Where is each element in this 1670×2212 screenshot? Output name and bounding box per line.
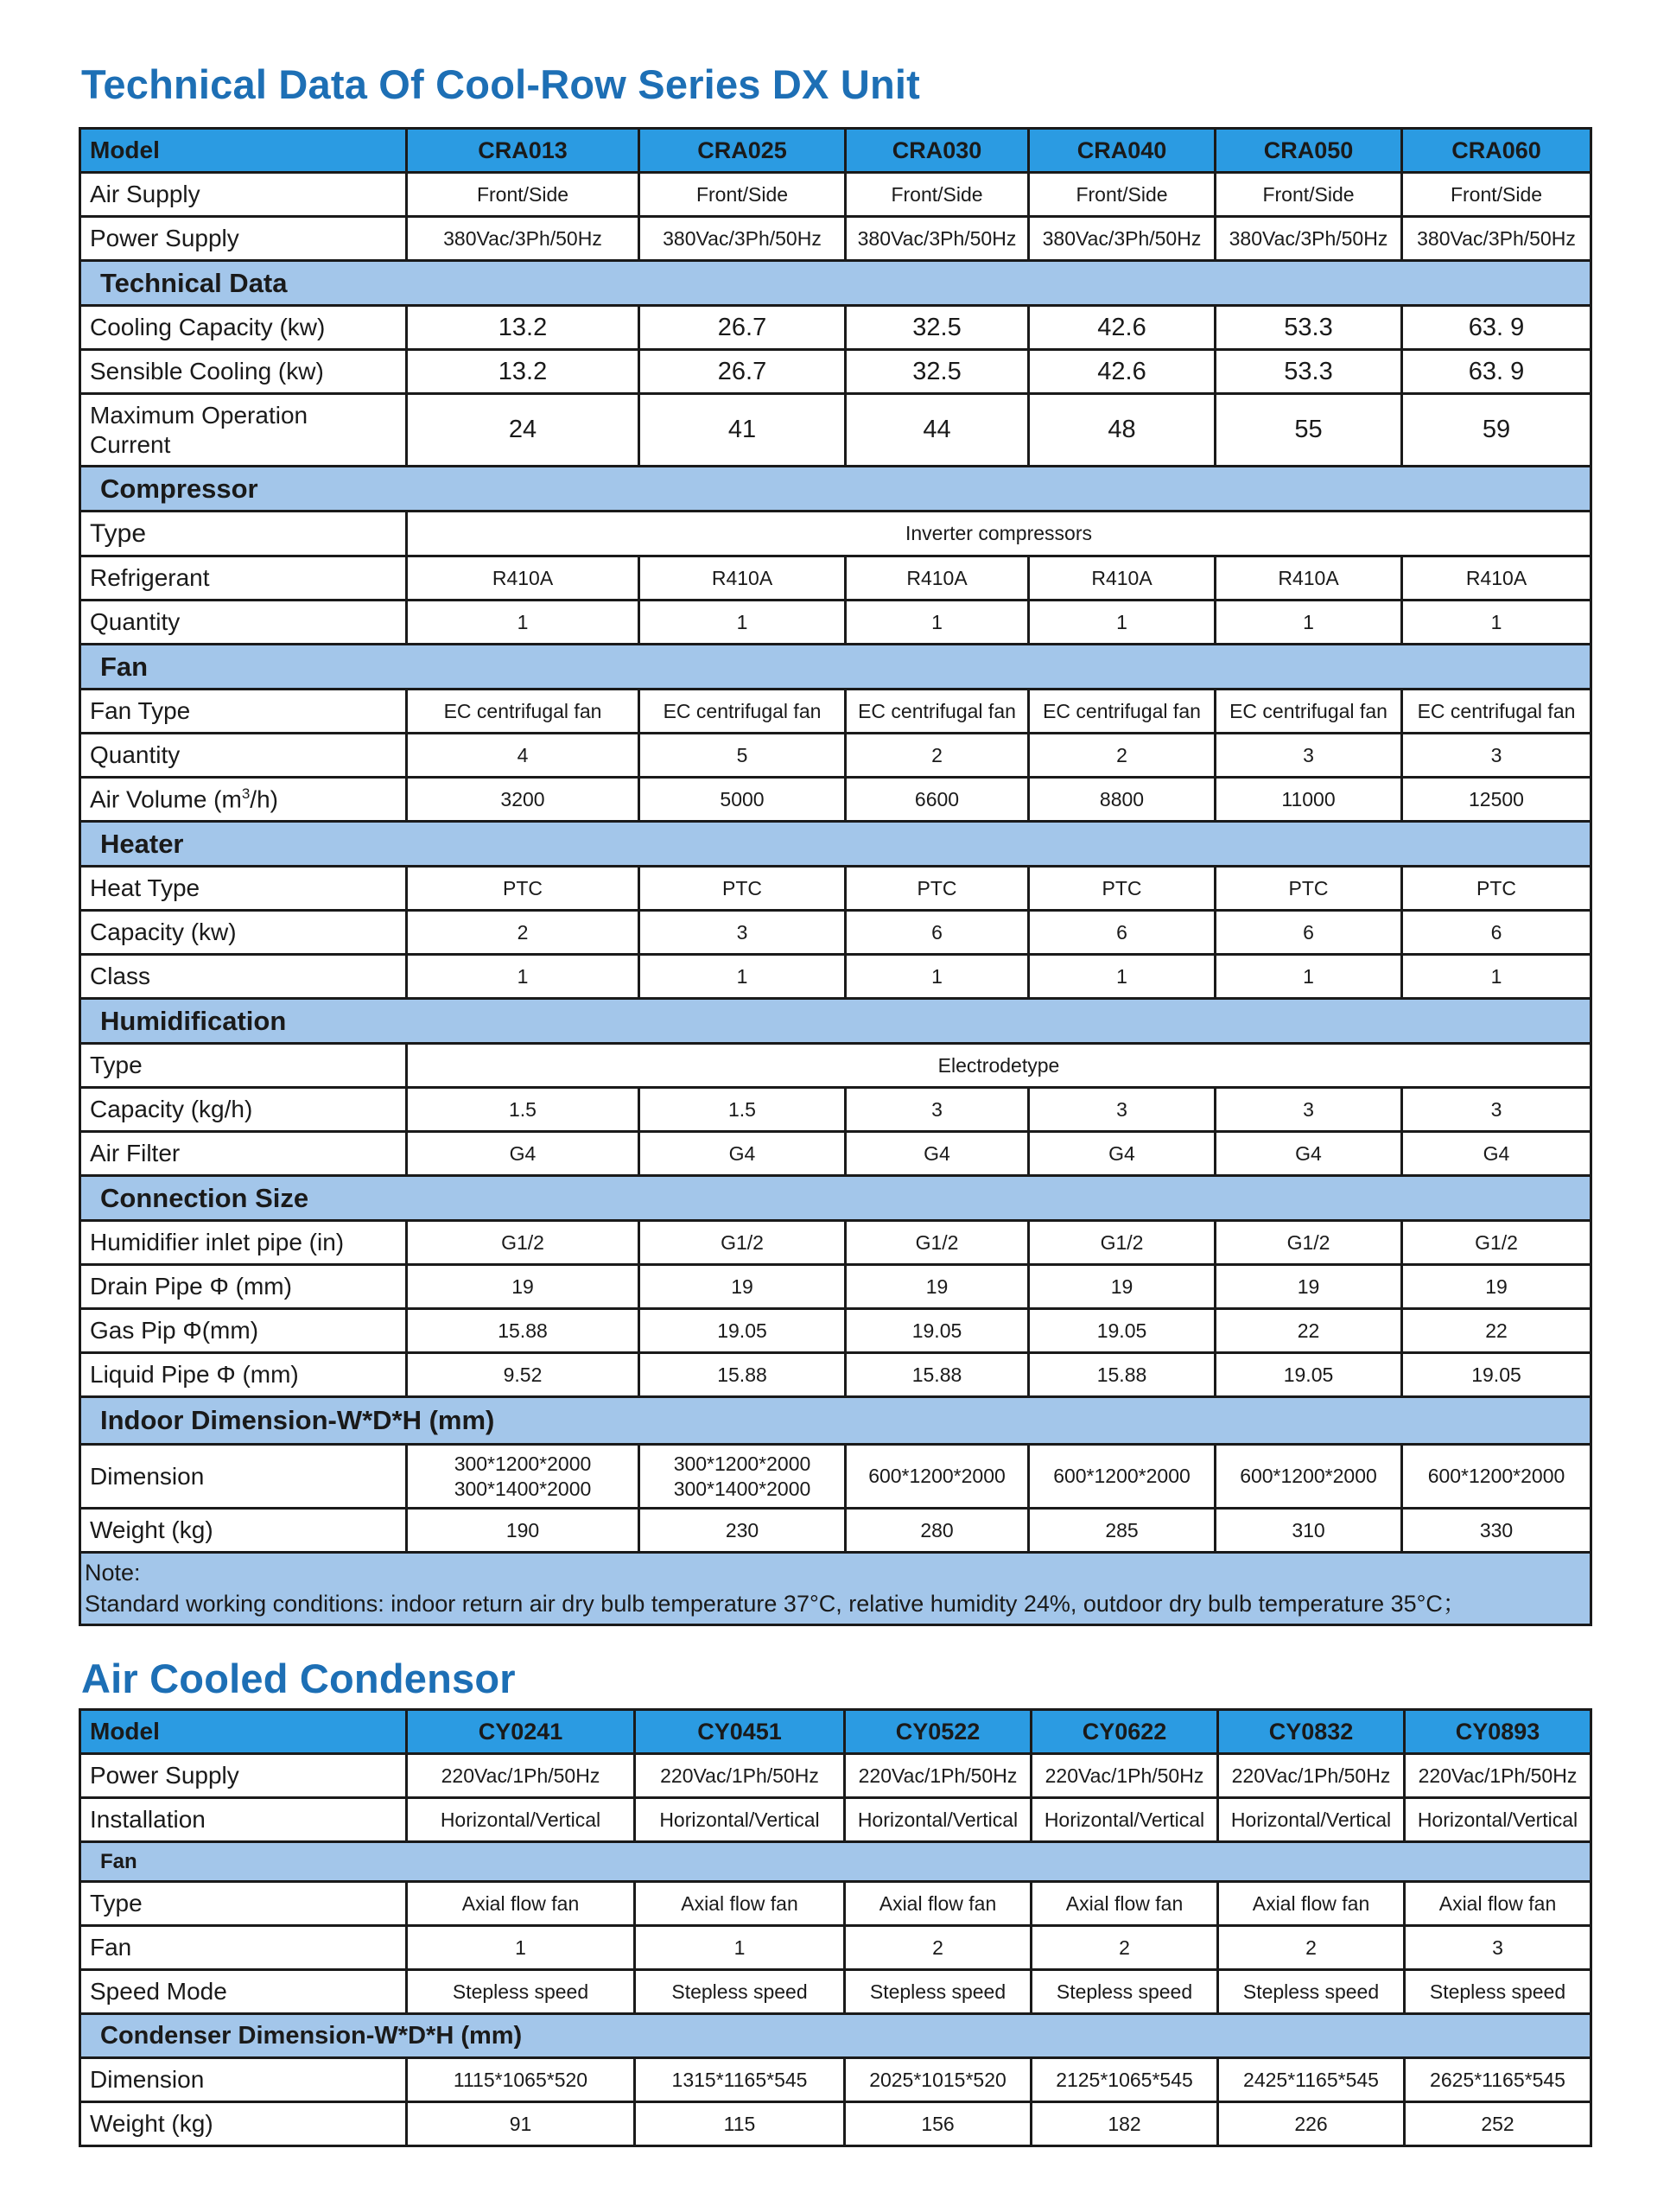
table-cell: 11000 [1216, 778, 1402, 822]
table-cell: 182 [1032, 2102, 1218, 2146]
table-cell: Front/Side [1216, 173, 1402, 217]
table-cell: 91 [407, 2102, 635, 2146]
table-row [80, 911, 1591, 955]
table-cell: 5000 [639, 778, 846, 822]
dimension-line: 300*1400*2000 [454, 1477, 592, 1500]
table-cell: G1/2 [1402, 1221, 1591, 1265]
model-cell: CY0522 [845, 1710, 1032, 1754]
table-cell: G4 [846, 1132, 1029, 1176]
note-label: Note: [85, 1560, 141, 1586]
table-cell: Front/Side [639, 173, 846, 217]
table-cell: 19 [1029, 1265, 1216, 1309]
row-label: Type [80, 512, 407, 556]
table-cell: 2125*1065*545 [1032, 2058, 1218, 2102]
row-label: Air Filter [80, 1132, 407, 1176]
table-cell: 1 [1029, 601, 1216, 645]
table-cell: R410A [1029, 556, 1216, 601]
table-cell: 15.88 [1029, 1353, 1216, 1397]
dimension-line: 300*1200*2000 [454, 1452, 592, 1475]
table-cell: 280 [846, 1509, 1029, 1553]
table-cell: 6 [846, 911, 1029, 955]
table-cell: Horizontal/Vertical [407, 1798, 635, 1842]
table-cell: Axial flow fan [1032, 1882, 1218, 1926]
table-cell: 2 [1218, 1926, 1405, 1970]
model-cell: CRA040 [1029, 129, 1216, 173]
table-cell: 115 [635, 2102, 845, 2146]
table-cell: 3 [1402, 1088, 1591, 1132]
note [80, 1553, 1591, 1625]
table-row [80, 601, 1591, 645]
table-row [80, 1044, 1591, 1088]
table-cell: 1 [1216, 955, 1402, 999]
table-cell: 380Vac/3Ph/50Hz [1402, 217, 1591, 261]
table-cell: 19.05 [846, 1309, 1029, 1353]
table-row [80, 1132, 1591, 1176]
row-label: Air Supply [80, 173, 407, 217]
table-row [80, 1445, 1591, 1509]
row-label-line: Current [90, 430, 171, 458]
row-label: Sensible Cooling (kw) [80, 350, 407, 394]
section-header-row [80, 1176, 1591, 1221]
table-row [80, 955, 1591, 999]
table-cell: 600*1200*2000 [846, 1445, 1029, 1509]
table-row [80, 1221, 1591, 1265]
table-cell: PTC [639, 867, 846, 911]
table-cell: Front/Side [1402, 173, 1591, 217]
table-cell: 19.05 [1029, 1309, 1216, 1353]
table-cell: 15.88 [639, 1353, 846, 1397]
note-text: Standard working conditions: indoor return air dry bulb temperature 37°C, relative humidity 24%, outdoor dry bulb temperature 35°C； [85, 1590, 1466, 1617]
table-cell: 13.2 [407, 306, 639, 350]
model-label: Model [80, 1710, 407, 1754]
model-cell: CRA030 [846, 129, 1029, 173]
table-cell: 600*1200*2000 [1402, 1445, 1591, 1509]
model-cell: CRA050 [1216, 129, 1402, 173]
row-label: Gas Pip Φ(mm) [80, 1309, 407, 1353]
table-cell: Stepless speed [407, 1970, 635, 2014]
table-cell: 42.6 [1029, 350, 1216, 394]
section-header: Technical Data [80, 261, 1591, 306]
table-row [80, 394, 1591, 467]
row-label: Power Supply [80, 217, 407, 261]
table-cell: 48 [1029, 394, 1216, 467]
table-cell: 24 [407, 394, 639, 467]
row-label: Weight (kg) [80, 2102, 407, 2146]
table-cell: 8800 [1029, 778, 1216, 822]
table-cell: 380Vac/3Ph/50Hz [407, 217, 639, 261]
table-cell: 63. 9 [1402, 306, 1591, 350]
table-row [80, 1088, 1591, 1132]
model-cell: CY0451 [635, 1710, 845, 1754]
table-cell: 15.88 [407, 1309, 639, 1353]
table-cell: 220Vac/1Ph/50Hz [1218, 1754, 1405, 1798]
row-label-line: Maximum Operation [90, 401, 308, 429]
table-cell: 1.5 [639, 1088, 846, 1132]
model-label: Model [80, 129, 407, 173]
model-cell: CY0622 [1032, 1710, 1218, 1754]
table-cell: 380Vac/3Ph/50Hz [1029, 217, 1216, 261]
table-cell: 380Vac/3Ph/50Hz [639, 217, 846, 261]
section-header-row [80, 645, 1591, 690]
table-cell: 1 [639, 955, 846, 999]
page-title: Technical Data Of Cool-Row Series DX Unit [81, 61, 920, 107]
section-header: Humidification [80, 999, 1591, 1044]
table-cell: 3 [846, 1088, 1029, 1132]
label-suffix: /h) [250, 785, 278, 813]
model-cell: CY0893 [1405, 1710, 1591, 1754]
section-header: Compressor [80, 467, 1591, 512]
table-row [80, 867, 1591, 911]
table-cell: 5 [639, 734, 846, 778]
table-cell: EC centrifugal fan [1029, 690, 1216, 734]
table-cell: 19 [407, 1265, 639, 1309]
dimension-line: 300*1200*2000 [673, 1452, 811, 1475]
table-cell: G1/2 [407, 1221, 639, 1265]
table-row [80, 1754, 1591, 1798]
section-header-row [80, 1842, 1591, 1882]
table-cell: Stepless speed [1218, 1970, 1405, 2014]
model-header-row [80, 1710, 1591, 1754]
table-cell: PTC [407, 867, 639, 911]
table-cell: 380Vac/3Ph/50Hz [846, 217, 1029, 261]
table-cell: 220Vac/1Ph/50Hz [845, 1754, 1032, 1798]
row-label: Quantity [80, 601, 407, 645]
table-cell: 1 [846, 955, 1029, 999]
row-label: Quantity [80, 734, 407, 778]
table-cell: PTC [1029, 867, 1216, 911]
table-cell: 12500 [1402, 778, 1591, 822]
table-cell: 1 [846, 601, 1029, 645]
table-cell: 26.7 [639, 306, 846, 350]
table-row [80, 173, 1591, 217]
row-label [80, 778, 407, 822]
row-label: Heat Type [80, 867, 407, 911]
table-cell: Stepless speed [1405, 1970, 1591, 2014]
section-header-row [80, 822, 1591, 867]
table-cell: Axial flow fan [635, 1882, 845, 1926]
table-cell: G4 [1216, 1132, 1402, 1176]
table-row [80, 2058, 1591, 2102]
label-superscript: 3 [241, 785, 251, 802]
table-row [80, 1798, 1591, 1842]
row-label: Capacity (kg/h) [80, 1088, 407, 1132]
table-cell: EC centrifugal fan [846, 690, 1029, 734]
table-row [80, 1882, 1591, 1926]
table-cell: 380Vac/3Ph/50Hz [1216, 217, 1402, 261]
table-row [80, 1353, 1591, 1397]
table-cell: 3 [1402, 734, 1591, 778]
table-cell: EC centrifugal fan [1402, 690, 1591, 734]
table-cell: 1 [639, 601, 846, 645]
table-cell: R410A [1402, 556, 1591, 601]
table-cell: 220Vac/1Ph/50Hz [407, 1754, 635, 1798]
table-cell: 1315*1165*545 [635, 2058, 845, 2102]
table-cell: Stepless speed [1032, 1970, 1218, 2014]
row-label: Fan Type [80, 690, 407, 734]
table-cell: 1 [407, 955, 639, 999]
section-header-row [80, 1397, 1591, 1445]
table-cell: PTC [846, 867, 1029, 911]
table-cell: 1 [407, 1926, 635, 1970]
section-header-row [80, 999, 1591, 1044]
table-cell: 19.05 [1216, 1353, 1402, 1397]
table-cell: 13.2 [407, 350, 639, 394]
table-cell: Axial flow fan [407, 1882, 635, 1926]
table-cell: 2 [1029, 734, 1216, 778]
dx-unit-spec-table [79, 127, 1592, 1626]
table-row [80, 556, 1591, 601]
row-label: Refrigerant [80, 556, 407, 601]
table-cell: 190 [407, 1509, 639, 1553]
note-row [80, 1553, 1591, 1625]
table-cell: R410A [1216, 556, 1402, 601]
row-label: Dimension [80, 2058, 407, 2102]
row-label: Fan [80, 1926, 407, 1970]
table-cell: PTC [1402, 867, 1591, 911]
table-cell: Horizontal/Vertical [845, 1798, 1032, 1842]
row-label: Installation [80, 1798, 407, 1842]
row-label [80, 394, 407, 467]
row-label: Liquid Pipe Φ (mm) [80, 1353, 407, 1397]
table-cell: 285 [1029, 1509, 1216, 1553]
table-cell: 3 [1405, 1926, 1591, 1970]
table-cell: 1 [635, 1926, 845, 1970]
table-cell: G4 [407, 1132, 639, 1176]
section-title: Air Cooled Condensor [81, 1656, 516, 1701]
table-cell: Horizontal/Vertical [635, 1798, 845, 1842]
table-cell: R410A [846, 556, 1029, 601]
table-cell: 63. 9 [1402, 350, 1591, 394]
table-cell: Horizontal/Vertical [1218, 1798, 1405, 1842]
table-cell: G4 [1029, 1132, 1216, 1176]
model-cell: CRA025 [639, 129, 846, 173]
section-header: Fan [80, 1842, 1591, 1882]
table-cell: 26.7 [639, 350, 846, 394]
table-cell: 252 [1405, 2102, 1591, 2146]
table-cell: 1.5 [407, 1088, 639, 1132]
table-cell: 1 [1029, 955, 1216, 999]
table-cell: R410A [639, 556, 846, 601]
table-cell: 15.88 [846, 1353, 1029, 1397]
table-cell: Axial flow fan [1405, 1882, 1591, 1926]
table-cell: 6 [1402, 911, 1591, 955]
table-cell: 230 [639, 1509, 846, 1553]
label-prefix: Air Volume (m [90, 785, 242, 813]
model-cell: CY0241 [407, 1710, 635, 1754]
table-row [80, 1970, 1591, 2014]
table-cell: EC centrifugal fan [407, 690, 639, 734]
table-row [80, 512, 1591, 556]
table-cell: 156 [845, 2102, 1032, 2146]
table-cell: G1/2 [639, 1221, 846, 1265]
table-cell: 600*1200*2000 [1216, 1445, 1402, 1509]
table-cell: 19 [846, 1265, 1029, 1309]
table-cell: G4 [639, 1132, 846, 1176]
table-row [80, 217, 1591, 261]
table-cell: 3 [1216, 734, 1402, 778]
table-cell: 3 [1029, 1088, 1216, 1132]
section-header: Fan [80, 645, 1591, 690]
table-cell: Axial flow fan [845, 1882, 1032, 1926]
row-label: Drain Pipe Φ (mm) [80, 1265, 407, 1309]
table-cell: G4 [1402, 1132, 1591, 1176]
table-row [80, 2102, 1591, 2146]
table-cell: Front/Side [407, 173, 639, 217]
table-cell: 2025*1015*520 [845, 2058, 1032, 2102]
table-row [80, 1509, 1591, 1553]
table-cell: 19 [639, 1265, 846, 1309]
table-row [80, 306, 1591, 350]
table-cell: Front/Side [1029, 173, 1216, 217]
row-label: Power Supply [80, 1754, 407, 1798]
section-header-row [80, 261, 1591, 306]
table-cell: 22 [1216, 1309, 1402, 1353]
table-cell: Stepless speed [845, 1970, 1032, 2014]
table-cell: G1/2 [1029, 1221, 1216, 1265]
table-cell: Stepless speed [635, 1970, 845, 2014]
table-cell: 22 [1402, 1309, 1591, 1353]
table-row [80, 778, 1591, 822]
table-cell: 55 [1216, 394, 1402, 467]
table-row [80, 734, 1591, 778]
table-row [80, 1926, 1591, 1970]
table-cell: 2425*1165*545 [1218, 2058, 1405, 2102]
section-header: Heater [80, 822, 1591, 867]
table-row [80, 1265, 1591, 1309]
table-cell: G1/2 [846, 1221, 1029, 1265]
table-cell: 19 [1216, 1265, 1402, 1309]
table-cell [407, 1445, 639, 1509]
table-cell: 59 [1402, 394, 1591, 467]
table-cell: 600*1200*2000 [1029, 1445, 1216, 1509]
table-cell: G1/2 [1216, 1221, 1402, 1265]
table-cell: 220Vac/1Ph/50Hz [635, 1754, 845, 1798]
table-cell: 1 [407, 601, 639, 645]
model-header-row [80, 129, 1591, 173]
table-cell: 32.5 [846, 350, 1029, 394]
table-cell: 3 [639, 911, 846, 955]
row-label: Speed Mode [80, 1970, 407, 2014]
section-header: Connection Size [80, 1176, 1591, 1221]
section-header: Condenser Dimension-W*D*H (mm) [80, 2014, 1591, 2058]
table-cell: 330 [1402, 1509, 1591, 1553]
table-cell: 1 [1216, 601, 1402, 645]
table-cell: Horizontal/Vertical [1032, 1798, 1218, 1842]
row-label: Type [80, 1882, 407, 1926]
table-cell: 2 [1032, 1926, 1218, 1970]
table-cell: Horizontal/Vertical [1405, 1798, 1591, 1842]
section-header-row [80, 2014, 1591, 2058]
table-cell: 41 [639, 394, 846, 467]
table-cell: 6 [1029, 911, 1216, 955]
row-label: Humidifier inlet pipe (in) [80, 1221, 407, 1265]
condenser-spec-table [79, 1708, 1592, 2147]
table-cell: EC centrifugal fan [639, 690, 846, 734]
table-cell: 42.6 [1029, 306, 1216, 350]
table-cell: 2625*1165*545 [1405, 2058, 1591, 2102]
model-cell: CY0832 [1218, 1710, 1405, 1754]
table-cell: 6600 [846, 778, 1029, 822]
table-cell: 2 [846, 734, 1029, 778]
table-cell: 6 [1216, 911, 1402, 955]
row-label: Weight (kg) [80, 1509, 407, 1553]
table-cell: 1 [1402, 601, 1591, 645]
table-cell: 1115*1065*520 [407, 2058, 635, 2102]
table-cell: Front/Side [846, 173, 1029, 217]
table-cell: 3 [1216, 1088, 1402, 1132]
table-cell: 3200 [407, 778, 639, 822]
table-row [80, 350, 1591, 394]
row-label: Cooling Capacity (kw) [80, 306, 407, 350]
table-cell: PTC [1216, 867, 1402, 911]
table-cell: 1 [1402, 955, 1591, 999]
table-cell: 19 [1402, 1265, 1591, 1309]
model-cell: CRA013 [407, 129, 639, 173]
row-label: Class [80, 955, 407, 999]
table-cell: Electrodetype [407, 1044, 1591, 1088]
table-cell: EC centrifugal fan [1216, 690, 1402, 734]
section-header-row [80, 467, 1591, 512]
row-label: Type [80, 1044, 407, 1088]
table-cell: 2 [407, 911, 639, 955]
table-cell: Axial flow fan [1218, 1882, 1405, 1926]
table-cell: 2 [845, 1926, 1032, 1970]
table-cell: 220Vac/1Ph/50Hz [1405, 1754, 1591, 1798]
table-cell [639, 1445, 846, 1509]
row-label: Dimension [80, 1445, 407, 1509]
table-cell: 53.3 [1216, 350, 1402, 394]
table-cell: Inverter compressors [407, 512, 1591, 556]
table-cell: R410A [407, 556, 639, 601]
table-cell: 220Vac/1Ph/50Hz [1032, 1754, 1218, 1798]
table-cell: 310 [1216, 1509, 1402, 1553]
table-row [80, 690, 1591, 734]
table-cell: 19.05 [639, 1309, 846, 1353]
model-cell: CRA060 [1402, 129, 1591, 173]
dimension-line: 300*1400*2000 [673, 1477, 811, 1500]
table-cell: 53.3 [1216, 306, 1402, 350]
table-cell: 19.05 [1402, 1353, 1591, 1397]
table-cell: 9.52 [407, 1353, 639, 1397]
table-cell: 44 [846, 394, 1029, 467]
table-cell: 32.5 [846, 306, 1029, 350]
row-label: Capacity (kw) [80, 911, 407, 955]
section-header: Indoor Dimension-W*D*H (mm) [80, 1397, 1591, 1445]
table-row [80, 1309, 1591, 1353]
table-cell: 226 [1218, 2102, 1405, 2146]
table-cell: 4 [407, 734, 639, 778]
